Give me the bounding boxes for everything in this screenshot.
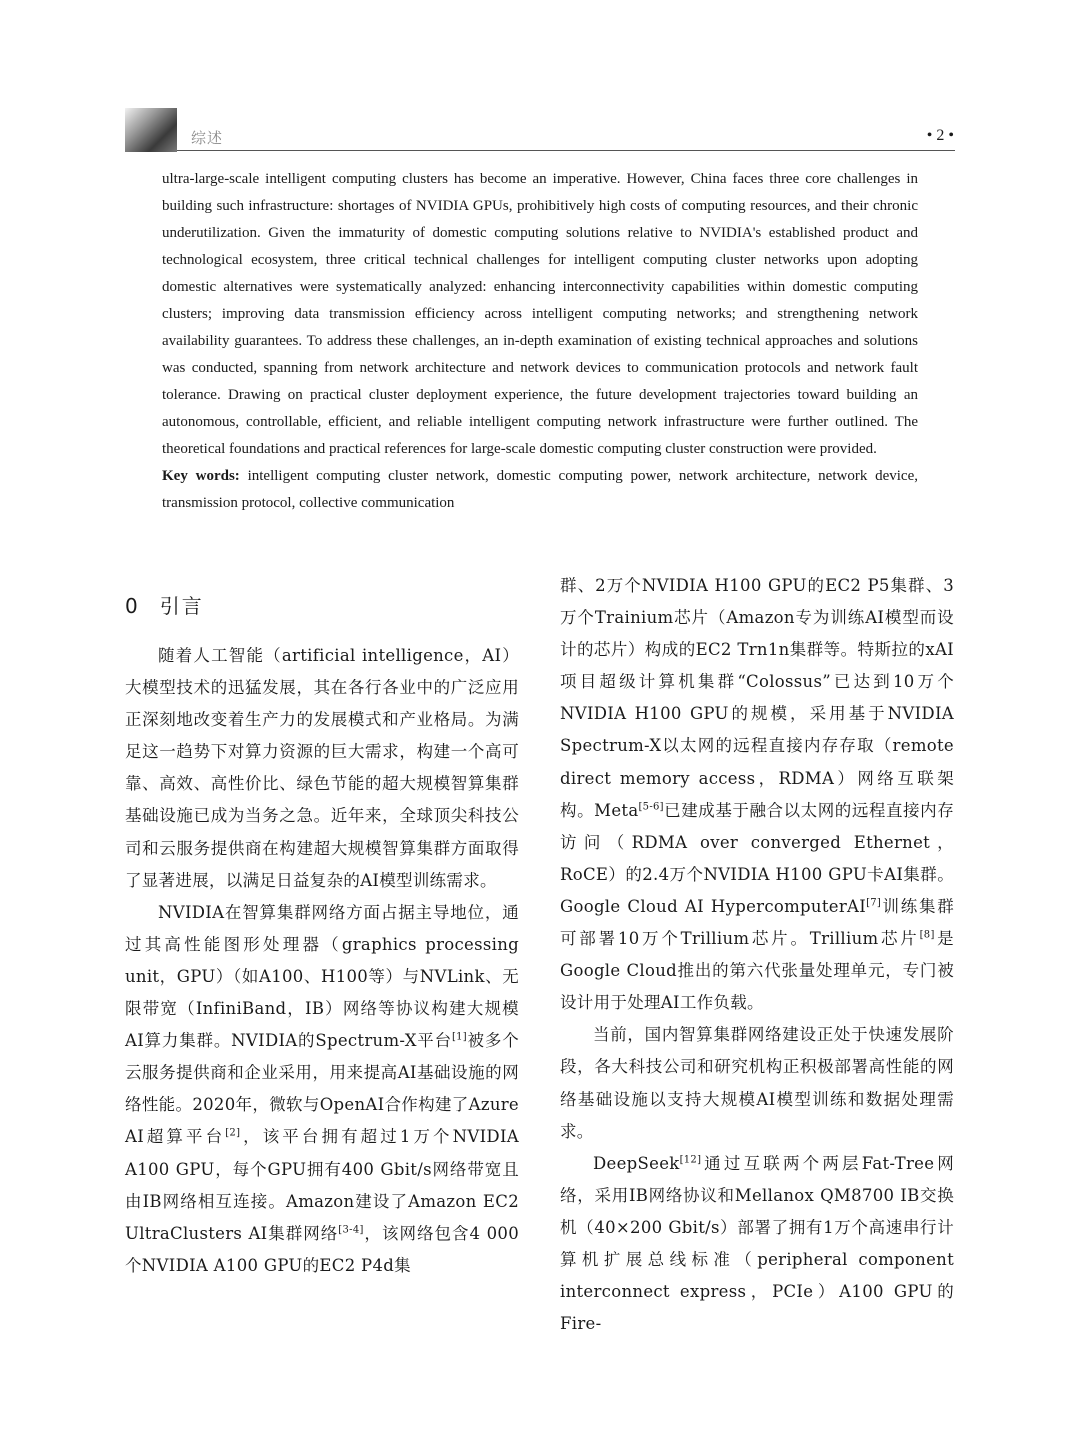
journal-logo-image (125, 108, 177, 152)
keywords-text: intelligent computing cluster network, domestic computing power, network architecture, network device, transmission protocol, collective communication (162, 468, 918, 511)
right-column (560, 570, 954, 1340)
citation: [8] (919, 929, 935, 941)
paragraph: 随着人工智能（artificial intelligence，AI）大模型技术的迅猛发展，其在各行各业中的广泛应用正深刻地改变着生产力的发展模式和产业格局。为满足这一趋势下对算力资源的巨大需求，构建一个高可靠、高效、高性价比、绿色节能的超大规模智算集群基础设施已成为当务之急。近年来，全球顶尖科技公司和云服务提供商在构建超大规模智算集群方面取得了显著进展，以满足日益复杂的AI模型训练需求。 (125, 646, 519, 890)
text-run: 被多个云服务提供商和企业采用，用来提高AI基础设施的网络性能。2020年，微软与OpenAI合作构建了Azure AI超算平台 (125, 1031, 519, 1147)
english-abstract (162, 166, 918, 517)
citation: [12] (679, 1154, 702, 1166)
paragraph (125, 897, 519, 1282)
citation: [7] (866, 897, 882, 909)
citation: [2] (225, 1127, 241, 1139)
section-title: 引言 (159, 594, 204, 618)
paragraph: 当前，国内智算集群网络建设正处于快速发展阶段，各大科技公司和研究机构正积极部署高性能的网络基础设施以支持大规模AI模型训练和数据处理需求。 (560, 1025, 954, 1141)
text-run: ，该网络包含4 000个NVIDIA A100 GPU的EC2 P4d集 (125, 1223, 519, 1275)
header-rule (177, 150, 955, 151)
paragraph (560, 570, 954, 1019)
text-run: 通过互联两个两层Fat-Tree网络，采用IB网络协议和Mellanox QM8700 IB交换机（40×200 Gbit/s）部署了拥有1万个高速串行计算机扩展总线标准（peripheral component interconnect express，PCIe）A100 GPU的Fire- (560, 1153, 954, 1334)
section-heading (125, 590, 519, 622)
citation: [5-6] (638, 801, 664, 813)
keywords-line (162, 463, 918, 517)
abstract-text: ultra-large-scale intelligent computing clusters has become an imperative. However, China faces three core challenges in building such infrastructure: shortages of NVIDIA GPUs, prohibitively high costs of computing resources, and their chronic underutilization. Given the immaturity of domestic computing solutions relative to NVIDIA's established product and technological ecosystem, three critical technical challenges for intelligent computing cluster networks upon adopting domestic alternatives were systematically analyzed: enhancing interconnectivity capabilities within domestic computing clusters; improving data transmission efficiency across intelligent computing networks; and strengthening network availability guarantees. To address these challenges, an in-depth examination of existing technical approaches and solutions was conducted, spanning from network architecture and network devices to communication protocols and network fault tolerance. Drawing on practical cluster deployment experience, the future development trajectories toward building an autonomous, controllable, efficient, and reliable intelligent computing network infrastructure were further outlined. The theoretical foundations and practical references for large-scale domestic computing cluster construction were provided. (162, 171, 918, 457)
text-run: 群、2万个NVIDIA H100 GPU的EC2 P5集群、3万个Trainium芯片（Amazon专为训练AI模型而设计的芯片）构成的EC2 Trn1n集群等。特斯拉的xAI项目超级计算机集群“Colossus”已达到10万个NVIDIA H100 GPU的规模，采用基于NVIDIA Spectrum-X以太网的远程直接内存存取（remote direct memory access，RDMA）网络互联架构。Meta (560, 576, 954, 820)
citation: [3-4] (338, 1224, 364, 1236)
text-run: ，该平台拥有超过1万个NVIDIA A100 GPU，每个GPU拥有400 Gbit/s网络带宽且由IB网络相互连接。Amazon建设了Amazon EC2 UltraClusters AI集群网络 (125, 1127, 519, 1243)
page-number: • 2 • (926, 127, 954, 144)
citation: [1] (451, 1031, 468, 1043)
text-run: 已建成基于融合以太网的远程直接内存访问（RDMA over converged Ethernet，RoCE）的2.4万个NVIDIA H100 GPU卡AI集群。Google Cloud AI HypercomputerAI (560, 800, 954, 916)
text-run: DeepSeek (593, 1153, 680, 1173)
paragraph (560, 1148, 954, 1341)
keywords-label: Key words: (162, 468, 240, 484)
text-run: 训练集群可部署10万个Trillium芯片。Trillium芯片 (560, 896, 955, 949)
text-run: 是Google Cloud推出的第六代张量处理单元，专门被设计用于处理AI工作负载。 (560, 929, 954, 1013)
text-run: NVIDIA在智算集群网络方面占据主导地位，通过其高性能图形处理器（graphics processing unit，GPU）（如A100、H100等）与NVLink、无限带宽（InfiniBand，IB）网络等协议构建大规模AI算力集群。NVIDIA的Spectrum-X平台 (125, 902, 519, 1051)
left-column (125, 578, 519, 1282)
section-label: 综述 (191, 129, 224, 147)
section-number: 0 (125, 594, 140, 618)
